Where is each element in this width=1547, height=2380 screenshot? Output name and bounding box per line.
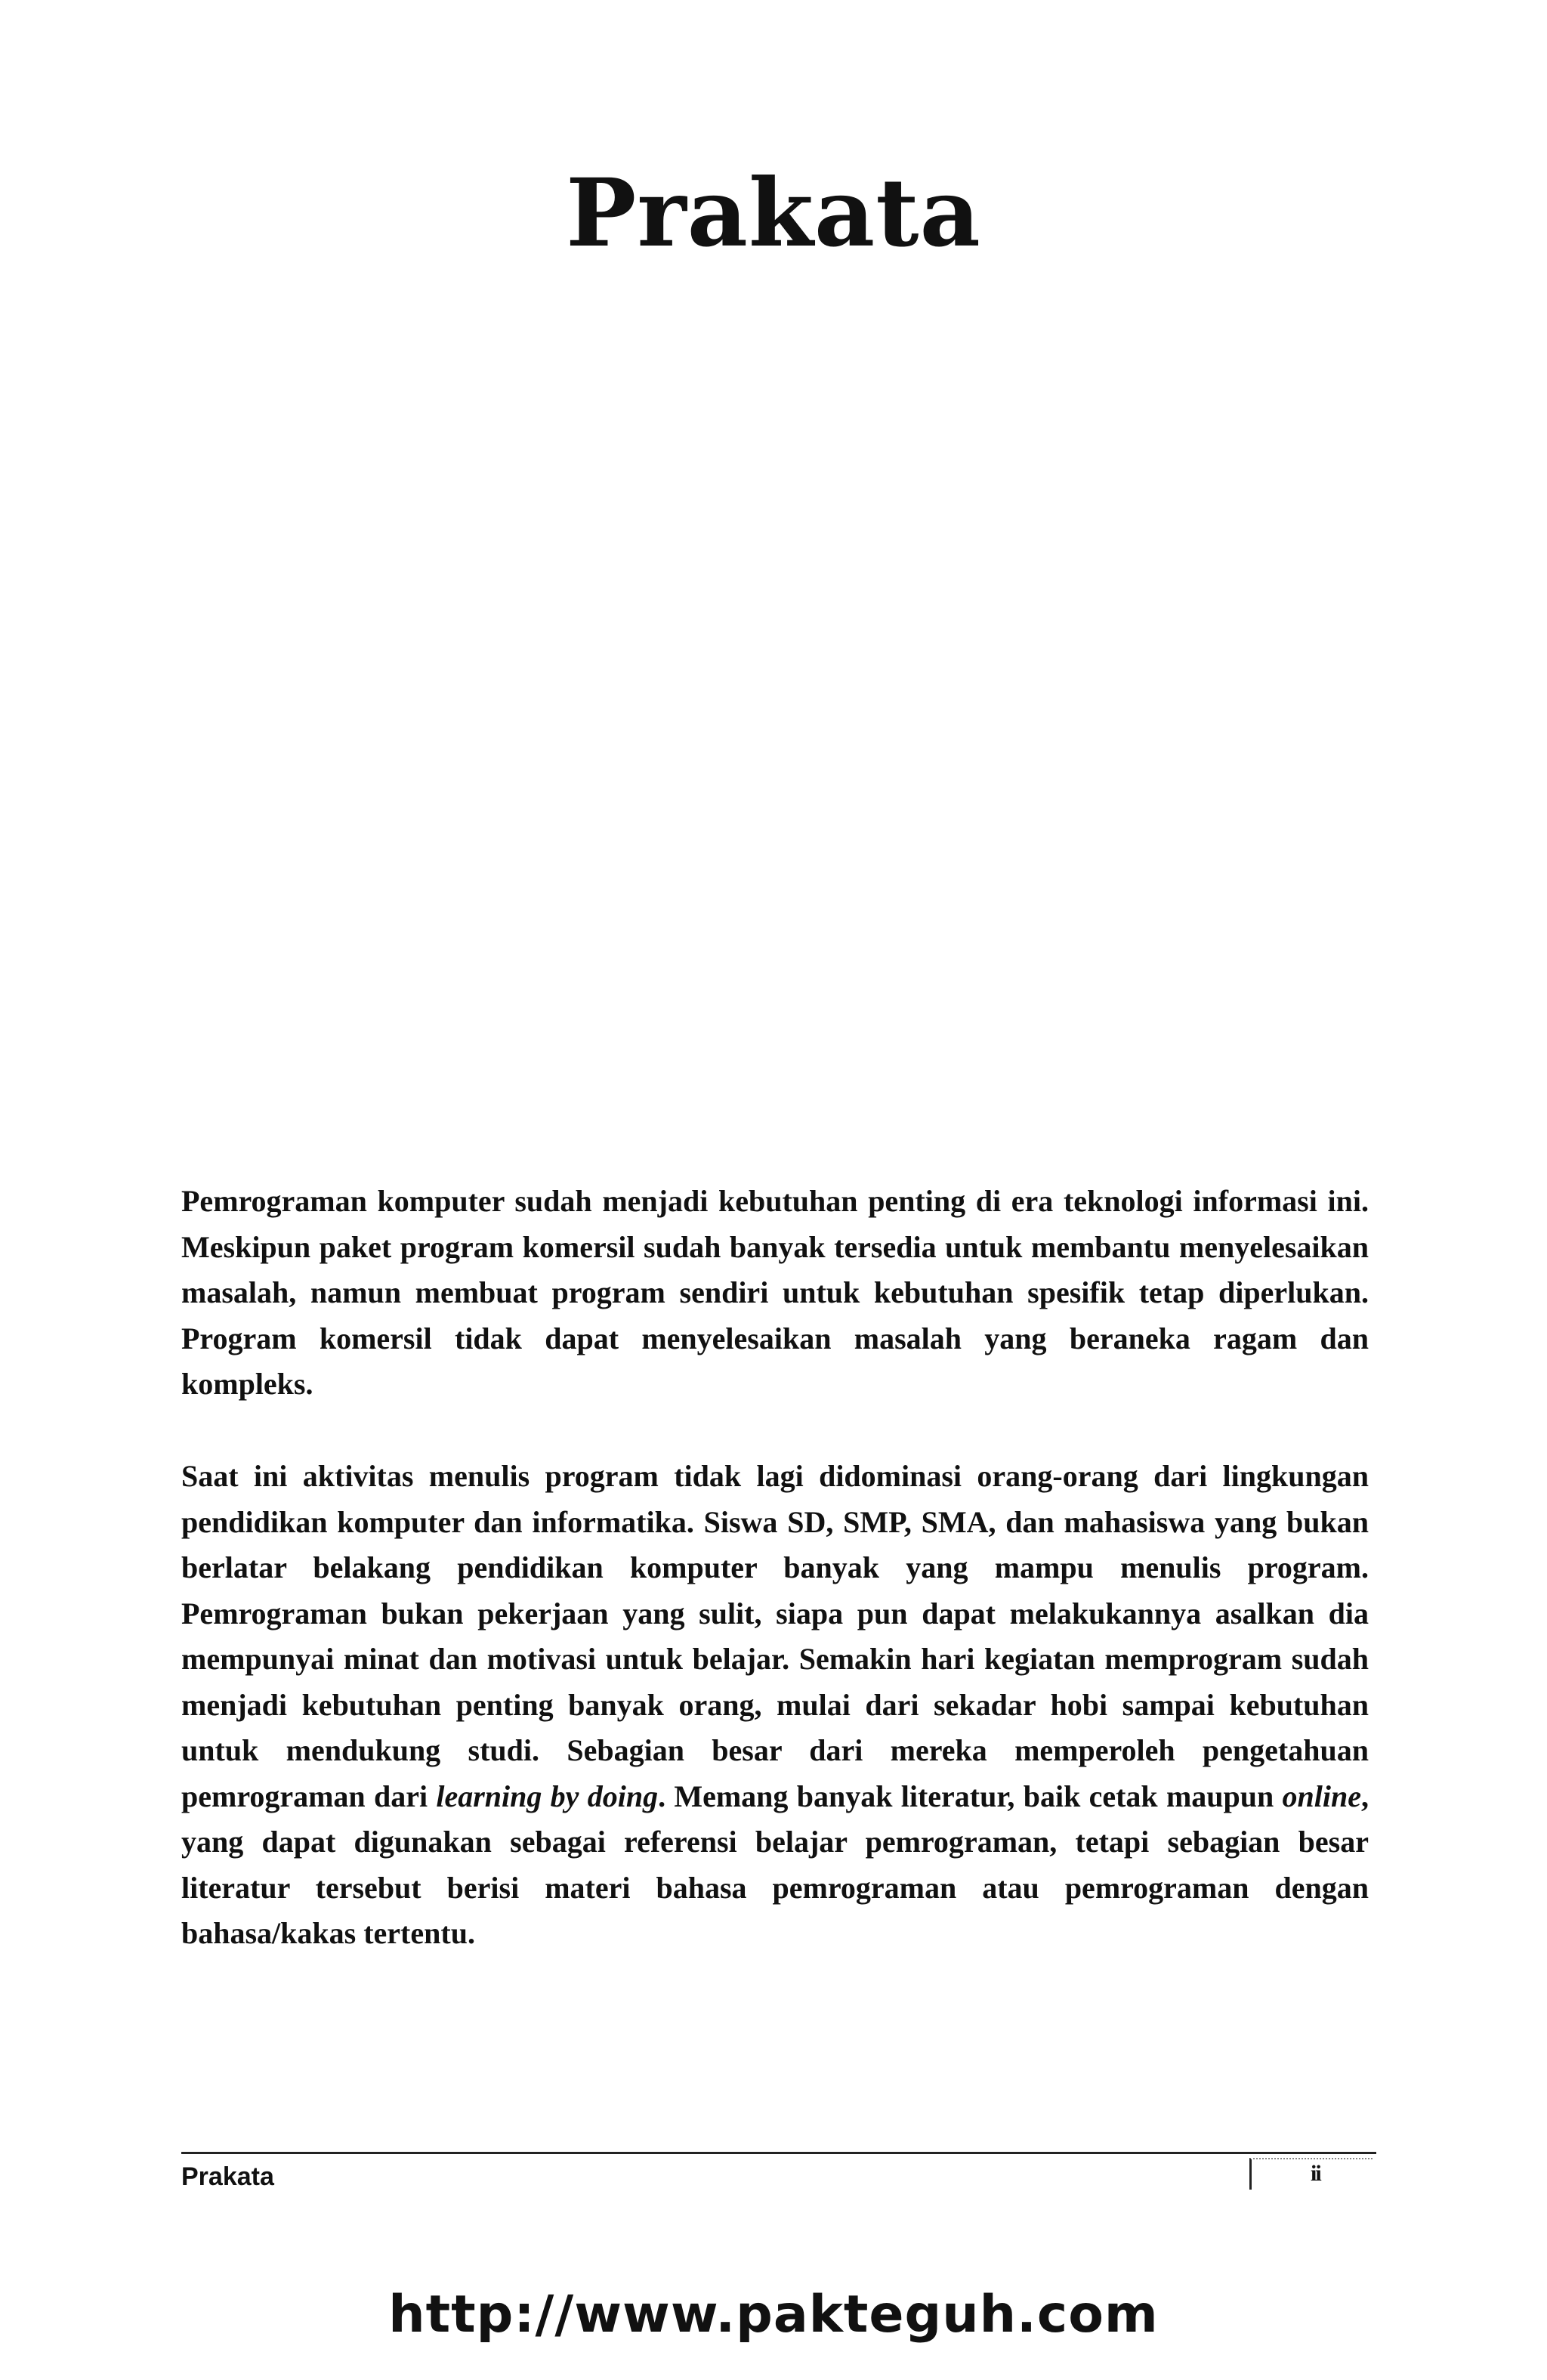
page-number: ii [1311,2161,1320,2186]
footer-running-head: Prakata [181,2162,274,2191]
paragraph-1: Pemrograman komputer sudah menjadi kebutuhan penting di era teknologi informasi ini. Meskipun paket program komersil sudah banyak tersedia untuk membantu menyelesaikan masalah, namun membuat program sendiri untuk kebutuhan spesifik tetap diperlukan. Program komersil tidak dapat menyelesaikan masalah yang beraneka ragam dan kompleks. [181,1184,1369,1401]
paragraph-2-part-1: Saat ini aktivitas menulis program tidak lagi didominasi orang-orang dari lingkungan pendidikan komputer dan informatika. Siswa SD, SMP, SMA, dan mahasiswa yang bukan berlatar belakang pendidikan komputer banyak yang mampu menulis program. Pemrograman bukan pekerjaan yang sulit, siapa pun dapat melakukannya asalkan dia mempunyai minat dan motivasi untuk belajar. Semakin hari kegiatan memprogram sudah menjadi kebutuhan penting banyak orang, mulai dari sekadar hobi sampai kebutuhan untuk mendukung studi. Sebagian besar dari mereka memperoleh pengetahuan pemrograman dari [181,1459,1369,1813]
page-title: Prakata [566,159,981,268]
paragraph-2-part-2: . Memang banyak literatur, baik cetak maupun [658,1779,1274,1813]
footer-rule [181,2152,1376,2154]
paragraph-2-italic-1: learning by doing [436,1779,659,1813]
watermark-url: http://www.pakteguh.com [388,2285,1159,2344]
paragraph-2-italic-2: online [1282,1779,1362,1813]
page-number-box [1249,2158,1373,2190]
paragraph-2-part-3: , yang dapat digunakan sebagai referensi belajar pemrograman, tetapi sebagian besar literatur tersebut berisi materi bahasa pemrograman atau pemrograman dengan bahasa/kakas tertentu. [181,1779,1369,1950]
paragraph-2 [181,1454,1369,1957]
